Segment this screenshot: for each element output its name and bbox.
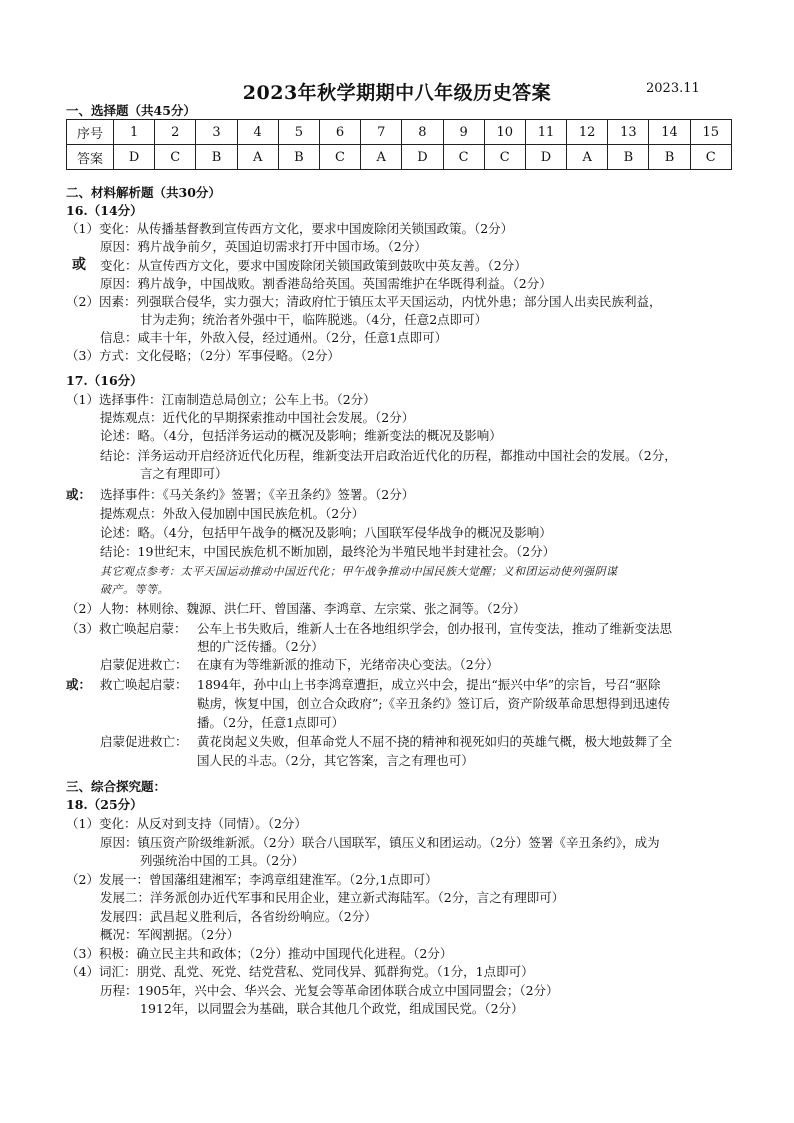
q17-label: （3）救亡唤起启蒙： [66,621,187,636]
q16-line: （3）方式：文化侵略；（2分）军事侵略。（2分） [66,348,340,363]
table-cell: 11 [525,120,566,145]
q17-line: 1894年，孙中山上书李鸿章遭拒，成立兴中会，提出“振兴中华”的宗旨，号召“驱除 [197,677,661,692]
q18-line: 原因：镇压资产阶级维新派。（2分）联合八国联军，镇压义和团运动。（2分）签署《辛丑条约》，成为 [100,835,660,850]
table-cell: C [155,145,196,170]
q17-line: 论述：略。（4分，包括甲午战争的概况及影响；八国联军侵华战争的概况及影响） [100,525,552,540]
q17-line: 选择事件：《马关条约》签署；《辛丑条约》签署。（2分） [100,487,415,502]
q17-line: （2）人物：林则徐、魏源、洪仁玕、曾国藩、李鸿章、左宗棠、张之洞等。（2分） [66,601,526,616]
q17-note: 其它观点参考：太平天国运动推动中国近代化；甲午战争推动中国民族大觉醒；义和团运动使列强阴谋 [100,565,618,578]
q18-line: 概况：军阀割据。（2分） [100,927,240,942]
answer-table [66,119,732,170]
q18-line: 发展二：洋务派创办近代军事和民用企业，建立新式海陆军。（2分，言之有理即可） [100,890,565,905]
table-cell: C [690,145,731,170]
table-row-answers [67,145,732,170]
q17-line: 结论：洋务运动开启经济近代化历程，维新变法开启政治近代化的历程，都推动中国社会的发展。（2分， [100,448,677,463]
q18-line: （2）发展一：曾国藩组建湘军；李鸿章组建淮军。（2分,1点即可） [66,872,438,887]
q17-label: 救亡唤起启蒙： [100,677,188,692]
section1-heading: 一、选择题（共45分） [66,103,196,118]
q16-heading: 16.（14分） [66,203,143,218]
q17-line: 想的广泛传播。（2分） [197,639,324,654]
q17-line: 鞑虏，恢复中国，创立合众政府”;《辛丑条约》签订后，资产阶级革命思想得到迅速传 [197,696,671,711]
row-label-number: 序号 [67,120,114,145]
q18-line: 1912年，以同盟会为基础，联合其他几个政党，组成国民党。（2分） [140,1001,524,1016]
table-cell: 10 [484,120,525,145]
table-cell: 13 [608,120,649,145]
table-cell: B [196,145,237,170]
table-cell: B [278,145,319,170]
table-cell: 2 [155,120,196,145]
q17-line: 国人民的斗志。（2分，其它答案，言之有理也可） [197,753,474,768]
q17-line: 黄花岗起义失败，但革命党人不屈不挠的精神和视死如归的英雄气概，极大地鼓舞了全 [197,734,673,749]
table-cell: 9 [443,120,484,145]
q17-line: 论述：略。（4分，包括洋务运动的概况及影响；维新变法的概况及影响） [100,428,502,443]
q16-line: 变化：从宣传西方文化，要求中国废除闭关锁国政策到鼓吹中英友善。（2分） [100,258,527,273]
section3-heading: 三、综合探究题： [66,779,167,794]
q18-line: （3）积极：确立民主共和政体；（2分）推动中国现代化进程。（2分） [66,946,453,961]
or-mark: 或 [72,257,86,273]
table-cell: A [361,145,402,170]
table-row-numbers [67,120,732,145]
section2-heading: 二、材料解析题（共30分） [66,185,221,200]
q16-line: （1）变化：从传播基督教到宣传西方文化，要求中国废除闭关锁国政策。（2分） [66,221,514,236]
q17-line: 播。（2分，任意1点即可） [197,715,345,730]
table-cell: A [567,145,608,170]
table-cell: C [443,145,484,170]
q17-heading: 17.（16分） [66,373,143,388]
exam-date: 2023.11 [646,81,700,96]
table-cell: 3 [196,120,237,145]
table-cell: A [237,145,278,170]
table-cell: D [114,145,155,170]
or-mark: 或： [66,487,92,502]
table-cell: 8 [402,120,443,145]
q16-line: 原因：鸦片战争前夕，英国迫切需求打开中国市场。（2分） [100,239,427,254]
table-cell: 6 [319,120,360,145]
q18-heading: 18.（25分） [66,797,143,812]
page-title: 2023年秋学期期中八年级历史答案 [242,82,552,104]
q18-line: （4）词汇：朋党、乱党、死党、结党营私、党同伐异、狐群狗党。（1分，1点即可） [66,964,534,979]
or-mark: 或： [66,677,92,692]
q16-line: （2）因素：列强联合侵华，实力强大；清政府忙于镇压太平天国运动，内忧外患；部分国人出卖民族利益， [66,294,662,309]
q17-line: 言之有理即可） [140,466,228,481]
q17-line: 结论：19世纪末，中国民族危机不断加剧，最终沦为半殖民地半封建社会。（2分） [100,544,556,559]
q17-line: 提炼观点：近代化的早期探索推动中国社会发展。（2分） [100,410,415,425]
table-cell: 12 [567,120,608,145]
q18-line: （1）变化：从反对到支持（同情）。（2分） [66,816,307,831]
table-cell: 15 [690,120,731,145]
row-label-answer: 答案 [67,145,114,170]
table-cell: C [319,145,360,170]
q16-line: 甘为走狗；统治者外强中干，临阵脱逃。（4分，任意2点即可） [140,312,488,327]
table-cell: 14 [649,120,690,145]
table-cell: 1 [114,120,155,145]
table-cell: C [484,145,525,170]
q17-label: 启蒙促进救亡： [100,734,188,749]
q17-line: 提炼观点：外敌入侵加剧中国民族危机。（2分） [100,506,365,521]
table-cell: B [649,145,690,170]
q16-line: 信息：咸丰十年，外敌入侵，经过通州。（2分，任意1点即可） [100,330,448,345]
q18-line: 列强统治中国的工具。（2分） [140,853,305,868]
q17-line: 公车上书失败后，维新人士在各地组织学会，创办报刊，宣传变法，推动了维新变法思 [197,621,673,636]
q17-note: 破产。等等。 [100,583,169,596]
table-cell: D [525,145,566,170]
table-cell: B [608,145,649,170]
q17-line: 在康有为等维新派的推动下，光绪帝决心变法。（2分） [197,657,499,672]
table-cell: 4 [237,120,278,145]
q16-line: 原因：鸦片战争，中国战败。割香港岛给英国。英国需维护在华既得利益。（2分） [100,276,552,291]
table-cell: D [402,145,443,170]
table-cell: 7 [361,120,402,145]
q17-line: （1）选择事件：江南制造总局创立；公车上书。（2分） [66,392,376,407]
q18-line: 发展四：武昌起义胜利后，各省纷纷响应。（2分） [100,909,377,924]
table-cell: 5 [278,120,319,145]
q18-line: 历程：1905年，兴中会、华兴会、光复会等革命团体联合成立中国同盟会；（2分） [100,983,559,998]
q17-label: 启蒙促进救亡： [100,657,188,672]
